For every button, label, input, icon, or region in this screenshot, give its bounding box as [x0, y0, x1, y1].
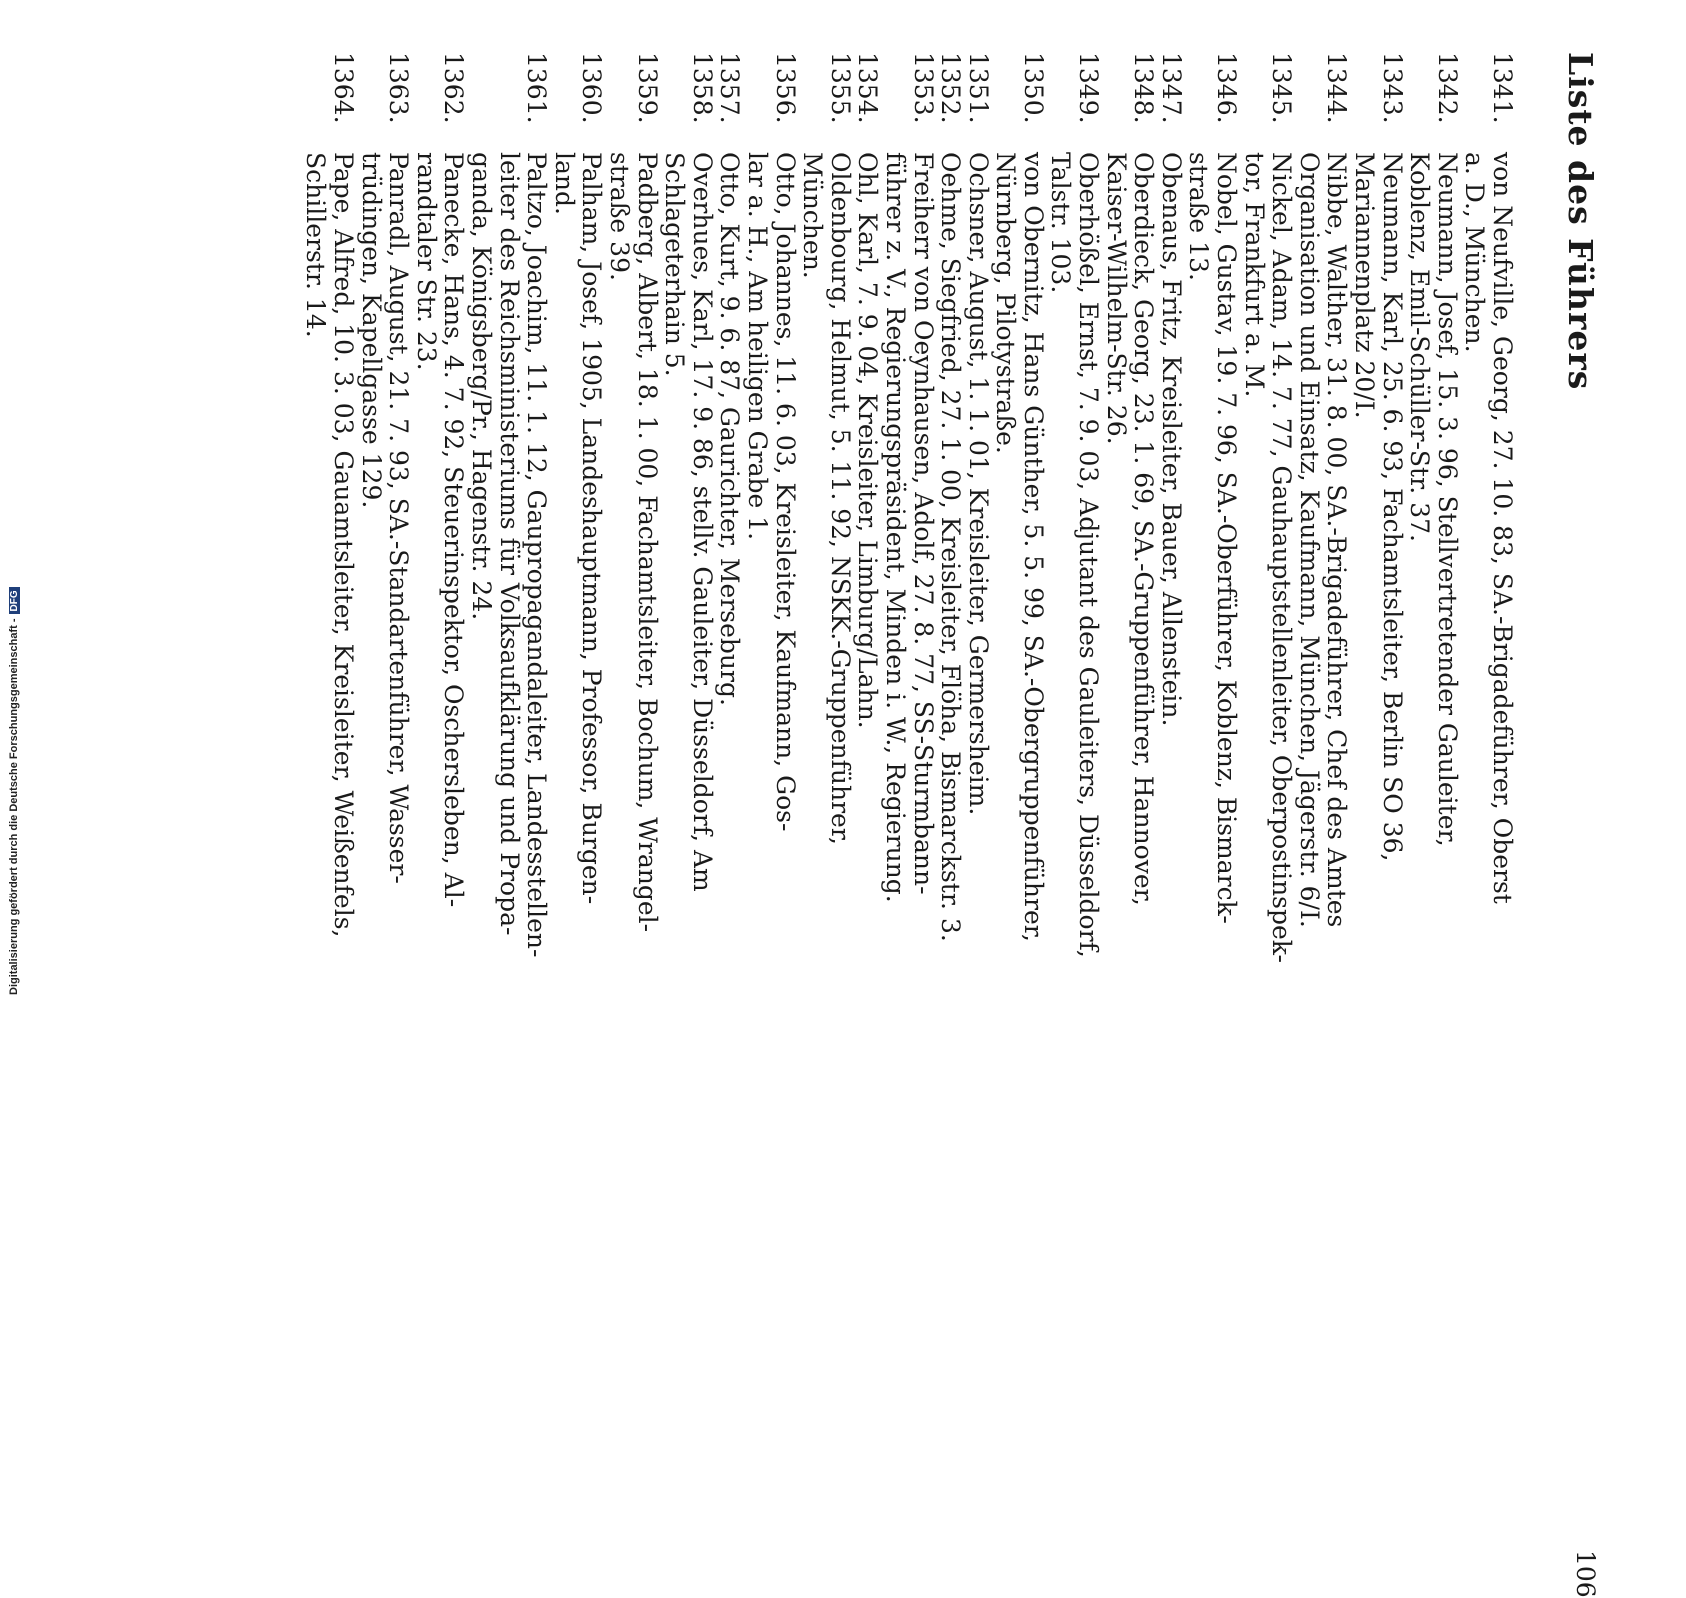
entry-text-line: a. D., München. [1460, 152, 1490, 353]
list-item [1239, 52, 1297, 963]
entry-text-line: straße 13. [1184, 152, 1214, 281]
entry-text-line: land. [549, 152, 579, 215]
entry-number: 1346. [1212, 52, 1242, 124]
entry-text-line: Oberhößel, Ernst, 7. 9. 03, Adjutant des Gauleiters, Düsseldorf, [1074, 152, 1104, 958]
entry-text-line: Nickel, Adam, 14. 7. 77, Gauhauptstellenleiter, Oberpostinspek- [1267, 152, 1297, 963]
list-item [302, 52, 357, 952]
list-item [605, 52, 660, 952]
entry-number: 1351. [963, 52, 993, 124]
entry-text-line: leiter des Reichsministeriums für Volksaufklärung und Propa- [494, 152, 524, 936]
list-item [550, 52, 605, 952]
list-item [743, 52, 798, 952]
list-item [854, 52, 882, 952]
entry-number: 1342. [1432, 52, 1462, 124]
entry-text-line: Kaiser-Wilhelm-Str. 26. [1101, 152, 1131, 445]
entry-number: 1358. [687, 52, 717, 124]
entry-number: 1356. [770, 52, 800, 124]
entry-text-line: Panecke, Hans, 4. 7. 92, Steuerinspektor, Oschersleben, Al- [439, 152, 469, 908]
entry-text-line: Otto, Johannes, 11. 6. 03, Kreisleiter, Kaufmann, Gos- [770, 152, 800, 832]
list-item [881, 52, 936, 952]
entry-text-line: von Neufville, Georg, 27. 10. 83, SA.-Brigadeführer, Oberst [1488, 152, 1517, 904]
entry-text-line: Neumann, Karl, 25. 6. 93, Fachamtsleiter, Berlin SO 36, [1377, 152, 1407, 862]
list-item [1406, 52, 1461, 952]
list-item [964, 52, 992, 952]
entry-number: 1347. [1156, 52, 1186, 124]
entry-text-line: Overhues, Karl, 17. 9. 86, stellv. Gauleiter, Düsseldorf, Am [687, 152, 717, 892]
entry-text-line: Oldenbourg, Helmut, 5. 11. 92, NSKK.-Gruppenführer, [825, 152, 855, 845]
entry-number: 1364. [329, 52, 359, 124]
list-item [357, 52, 412, 952]
entry-text-line: Paltzo, Joachim, 11. 1. 12, Gaupropagandaleiter, Landesstellen- [522, 152, 552, 958]
list-item [1157, 52, 1185, 952]
entry-number: 1362. [439, 52, 469, 124]
entry-text-line: Obenaus, Fritz, Kreisleiter, Bauer, Allenstein. [1156, 152, 1186, 727]
entry-number: 1343. [1377, 52, 1407, 124]
entry-text-line: von Obernitz, Hans Günther, 5. 5. 99, SA.-Obergruppenführer, [1018, 152, 1048, 942]
entry-text-line: Nürnberg, Pilotystraße. [991, 152, 1021, 454]
entry-number: 1355. [825, 52, 855, 124]
entry-number: 1352. [936, 52, 966, 124]
list-item [1046, 52, 1104, 958]
list-item [992, 52, 1047, 952]
list-item [1461, 52, 1516, 952]
list-item [799, 52, 854, 952]
entry-text-line: Ohl, Karl, 7. 9. 04, Kreisleiter, Limburg/Lahn. [853, 152, 883, 729]
entry-text-line: führer z. V., Regierungspräsident, Minden i. W., Regierung. [880, 152, 910, 903]
entry-list [301, 52, 1517, 963]
list-item [412, 52, 467, 952]
entry-number: 1350. [1018, 52, 1048, 124]
digitization-credit [8, 587, 20, 995]
page-title: Liste des Führers [1561, 52, 1600, 391]
entry-text-line: Nobel, Gustav, 19. 7. 96, SA.-Oberführer, Koblenz, Bismarck- [1212, 152, 1242, 924]
list-item [716, 52, 744, 952]
entry-number: 1341. [1488, 52, 1517, 124]
entry-number: 1359. [632, 52, 662, 124]
list-item [1185, 52, 1240, 952]
entry-text-line: straße 39. [605, 152, 634, 281]
entry-number: 1344. [1322, 52, 1352, 124]
list-item [1295, 52, 1350, 952]
entry-text-line: Panradl, August, 21. 7. 93, SA.-Standartenführer, Wasser- [384, 152, 414, 884]
entry-number: 1363. [384, 52, 414, 124]
entry-number: 1345. [1267, 52, 1297, 124]
entry-number: 1354. [853, 52, 883, 124]
entry-text-line: Schlageterhain 5. [660, 152, 690, 377]
entry-text-line: Oehme, Siegfried, 27. 1. 00, Kreisleiter, Flöha, Bismarckstr. 3. [936, 152, 966, 942]
entry-number: 1357. [715, 52, 745, 124]
entry-text-line: Mariannenplatz 20/I. [1350, 152, 1380, 419]
entry-text-line: Organisation und Einsatz, Kaufmann, München, Jägerstr. 6/I. [1294, 152, 1324, 928]
entry-text-line: lar a. H., Am heiligen Grabe 1. [742, 152, 772, 541]
entry-text-line: Oberdieck, Georg, 23. 1. 69, SA.-Gruppenführer, Hannover, [1129, 152, 1159, 906]
list-item [1350, 52, 1405, 952]
list-item [1102, 52, 1157, 952]
entry-text-line: Padberg, Albert, 18. 1. 00, Fachamtsleiter, Bochum, Wrangel- [632, 152, 662, 933]
entry-number: 1361. [522, 52, 552, 124]
entry-text-line: Talstr. 103. [1046, 152, 1076, 294]
entry-text-line: Neumann, Josef, 15. 3. 96, Stellvertretender Gauleiter, [1432, 152, 1462, 847]
entry-text-line: Nibbe, Walther, 31. 8. 00, SA.-Brigadeführer, Chef des Amtes [1322, 152, 1352, 928]
entry-text-line: München. [798, 152, 828, 279]
entry-text-line: ganda, Königsberg/Pr., Hagenstr. 24. [467, 152, 497, 621]
entry-number: 1353. [908, 52, 938, 124]
entry-text-line: trüdingen, Kapellgasse 129. [356, 152, 386, 509]
dfg-logo: DFG [9, 587, 20, 614]
entry-text-line: Schillerstr. 14. [301, 152, 331, 338]
entry-number: 1348. [1129, 52, 1159, 124]
list-item [661, 52, 716, 952]
page-number: 106 [1571, 1550, 1600, 1598]
rotated-text-block [60, 52, 1600, 1598]
entry-text-line: Koblenz, Emil-Schüller-Str. 37. [1405, 152, 1435, 542]
entry-text-line: tor, Frankfurt a. M. [1239, 152, 1269, 398]
entry-text-line: Otto, Kurt, 9. 6. 87, Gaurichter, Merseburg. [715, 152, 745, 706]
entry-text-line: randtaler Str. 23. [411, 152, 441, 371]
list-item [467, 52, 552, 958]
entry-number: 1360. [577, 52, 607, 124]
entry-text-line: Freiherr von Oeynhausen, Adolf, 27. 8. 77, SS-Sturmbann- [908, 152, 938, 895]
entry-text-line: Palham, Josef, 1905, Landeshauptmann, Professor, Burgen- [577, 152, 607, 905]
list-item [937, 52, 965, 952]
entry-text-line: Ochsner, August, 1. 1. 01, Kreisleiter, Germersheim. [963, 152, 993, 816]
credit-text: Digitalisierung gefördert durch die Deutsche Forschungsgemeinschaft - [8, 618, 20, 995]
entry-text-line: Pape, Alfred, 10. 3. 03, Gauamtsleiter, Kreisleiter, Weißenfels, [329, 152, 359, 938]
entry-number: 1349. [1074, 52, 1104, 124]
